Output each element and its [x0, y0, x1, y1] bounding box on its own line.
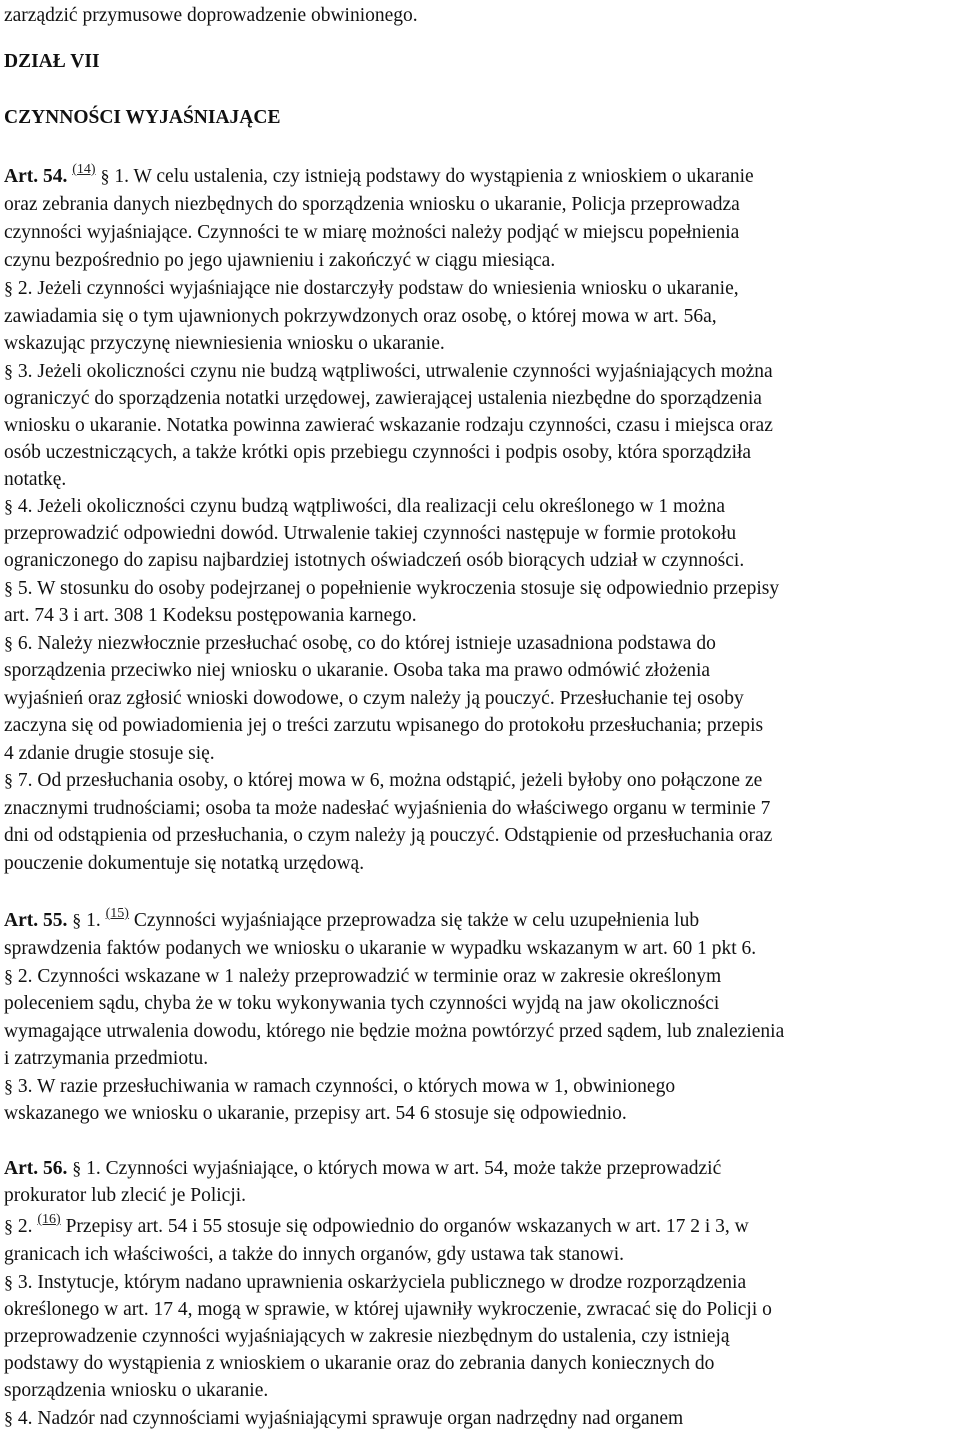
section-sign: §: [4, 1076, 13, 1096]
text-segment: 3. Jeżeli okoliczności czynu nie budzą wątpliwości, utrwalenie czynności wyjaśniających można: [13, 361, 773, 382]
footnote-link-15[interactable]: (15): [105, 906, 129, 921]
text-line: ograniczyć do sporządzenia notatki urzędowej, zawierającej ustalenia niezbędne do sporządzenia: [4, 388, 762, 409]
text-segment: 1.: [81, 910, 106, 931]
text-segment: 2. Jeżeli czynności wyjaśniające nie dostarczyły podstaw do wniesienia wniosku o ukaranie,: [13, 278, 739, 299]
text-segment: Przepisy art. 54 i 55 stosuje się odpowiednio do organów wskazanych w art. 17 2 i 3, w: [60, 1216, 749, 1237]
text-line: czynu bezpośrednio po jego ujawnieniu i zakończyć w ciągu miesiąca.: [4, 250, 556, 271]
text-segment: 6. Należy niezwłocznie przesłuchać osobę, co do której istnieje uzasadniona podstawa do: [13, 633, 716, 654]
section-sign: §: [4, 1408, 13, 1428]
text-line: ograniczonego do zapisu najbardziej istotnych oświadczeń osób biorących udział w czynności.: [4, 550, 745, 571]
text-line: przeprowadzenie czynności wyjaśniających w zakresie niezbędnym do ustalenia, czy istnieją: [4, 1326, 730, 1347]
text-line: [4, 1405, 683, 1432]
text-line: wskazując przyczynę niewniesienia wniosku o ukaranie.: [4, 333, 445, 354]
text-line: zarządzić przymusowe doprowadzenie obwinionego.: [4, 5, 418, 26]
text-segment: 1. Czynności wyjaśniające, o których mowa w art. 54, może także przeprowadzić: [81, 1158, 722, 1179]
text-line: wyjaśnień oraz zgłosić wnioski dowodowe, o czym należy ją pouczyć. Przesłuchanie tej osoby: [4, 688, 744, 709]
text-line: [4, 1213, 749, 1242]
text-segment: 1. W celu ustalenia, czy istnieją podstawy do wystąpienia z wnioskiem o ukaranie: [109, 166, 754, 187]
section-sign: §: [72, 1158, 82, 1178]
article-heading: Art. 54.: [4, 166, 68, 187]
text-line: sporządzenia wniosku o ukaranie.: [4, 1380, 269, 1401]
section-sign: §: [4, 770, 13, 790]
text-segment: 4. Jeżeli okoliczności czynu budzą wątpliwości, dla realizacji celu określonego w 1 można: [13, 496, 726, 517]
text-line: poleceniem sądu, chyba że w toku wykonywania tych czynności wyjdą na jaw okoliczności: [4, 993, 720, 1014]
text-line: dni od odstąpienia od przesłuchania, o czym należy ją pouczyć. Odstąpienie od przesłuchania oraz: [4, 825, 773, 846]
article-heading: Art. 56.: [4, 1158, 68, 1179]
text-line: wniosku o ukaranie. Notatka powinna zawierać wskazanie rodzaju czynności, czasu i miejsca oraz: [4, 415, 773, 436]
section-sign: §: [4, 633, 13, 653]
text-line: [4, 630, 716, 657]
text-line: wymagające utrwalenia dowodu, którego nie będzie można powtórzyć przed sądem, lub znalezienia: [4, 1021, 785, 1042]
text-line: sprawdzenia faktów podanych we wniosku o ukaranie w wypadku wskazanym w art. 60 1 pkt 6.: [4, 938, 757, 959]
text-segment: 2.: [13, 1216, 38, 1237]
text-segment: 5. W stosunku do osoby podejrzanej o popełnienie wykroczenia stosuje się odpowiednio przepisy: [13, 578, 780, 599]
text-segment: 3. Instytucje, którym nadano uprawnienia oskarżyciela publicznego w drodze rozporządzenia: [13, 1272, 747, 1293]
text-line: [4, 963, 721, 990]
text-line: sporządzenia przeciwko niej wniosku o ukaranie. Osoba taka ma prawo odmówić złożenia: [4, 660, 711, 681]
text-line: pouczenie dokumentuje się notatką urzędową.: [4, 853, 365, 874]
text-line: i zatrzymania przedmiotu.: [4, 1048, 209, 1069]
section-sign: §: [4, 966, 13, 986]
text-line: [4, 767, 762, 794]
text-line: [4, 1269, 746, 1296]
text-line: wskazanego we wniosku o ukaranie, przepisy art. 54 6 stosuje się odpowiednio.: [4, 1103, 627, 1124]
text-line: przeprowadzić odpowiedni dowód. Utrwalenie takiej czynności następuje w formie protokołu: [4, 523, 737, 544]
footnote-link-16[interactable]: (16): [37, 1212, 61, 1227]
section-sign: §: [4, 1272, 13, 1292]
text-line: [4, 1073, 675, 1100]
chapter-title: CZYNNOŚCI WYJAŚNIAJĄCE: [4, 107, 281, 128]
section-sign: §: [4, 578, 13, 598]
text-line: czynności wyjaśniające. Czynności te w miarę możności należy podjąć w miejscu popełnienia: [4, 222, 740, 243]
section-sign: §: [72, 910, 82, 930]
text-segment: Czynności wyjaśniające przeprowadza się także w celu uzupełnienia lub: [128, 910, 700, 931]
text-line: notatkę.: [4, 469, 67, 490]
text-segment: 7. Od przesłuchania osoby, o której mowa w 6, można odstąpić, jeżeli byłoby ono połączone ze: [13, 770, 763, 791]
section-sign: §: [4, 496, 13, 516]
article-56-first-line: [4, 1155, 721, 1182]
section-sign: §: [4, 278, 13, 298]
article-54-first-line: [4, 163, 754, 192]
text-line: [4, 575, 779, 602]
section-sign: §: [100, 166, 110, 186]
text-line: znacznymi trudnościami; osoba ta może nadesłać wyjaśnienia do właściwego organu w terminie 7: [4, 798, 771, 819]
article-heading: Art. 55.: [4, 910, 68, 931]
text-line: oraz zebrania danych niezbędnych do sporządzenia wniosku o ukaranie, Policja przeprowadza: [4, 194, 740, 215]
section-sign: §: [4, 361, 13, 381]
section-sign: §: [4, 1216, 13, 1236]
text-line: podstawy do wystąpienia z wnioskiem o ukaranie oraz do zebrania danych koniecznych do: [4, 1353, 715, 1374]
text-line: osób uczestniczących, a także krótki opis przebiegu czynności i podpis osoby, która sporządziła: [4, 442, 752, 463]
chapter-number: DZIAŁ VII: [4, 51, 100, 72]
text-segment: 2. Czynności wskazane w 1 należy przeprowadzić w terminie oraz w zakresie określonym: [13, 966, 722, 987]
text-line: [4, 493, 725, 520]
text-line: art. 74 3 i art. 308 1 Kodeksu postępowania karnego.: [4, 605, 417, 626]
footnote-link-14[interactable]: (14): [72, 162, 96, 177]
text-line: zaczyna się od powiadomienia jej o treści zarzutu wpisanego do protokołu przesłuchania; przepis: [4, 715, 764, 736]
text-line: określonego w art. 17 4, mogą w sprawie, w której ujawniły wykroczenie, zwracać się do Policji o: [4, 1299, 772, 1320]
text-line: prokurator lub zlecić je Policji.: [4, 1185, 247, 1206]
text-segment: 4. Nadzór nad czynnościami wyjaśniającymi sprawuje organ nadrzędny nad organem: [13, 1408, 684, 1429]
article-55-first-line: [4, 907, 699, 936]
text-line: zawiadamia się o tym ujawnionych pokrzywdzonych oraz osobę, o której mowa w art. 56a,: [4, 306, 717, 327]
text-segment: 3. W razie przesłuchiwania w ramach czynności, o których mowa w 1, obwinionego: [13, 1076, 676, 1097]
text-line: [4, 358, 773, 385]
text-line: 4 zdanie drugie stosuje się.: [4, 743, 215, 764]
text-line: [4, 275, 739, 302]
text-line: granicach ich właściwości, a także do innych organów, gdy ustawa tak stanowi.: [4, 1244, 625, 1265]
